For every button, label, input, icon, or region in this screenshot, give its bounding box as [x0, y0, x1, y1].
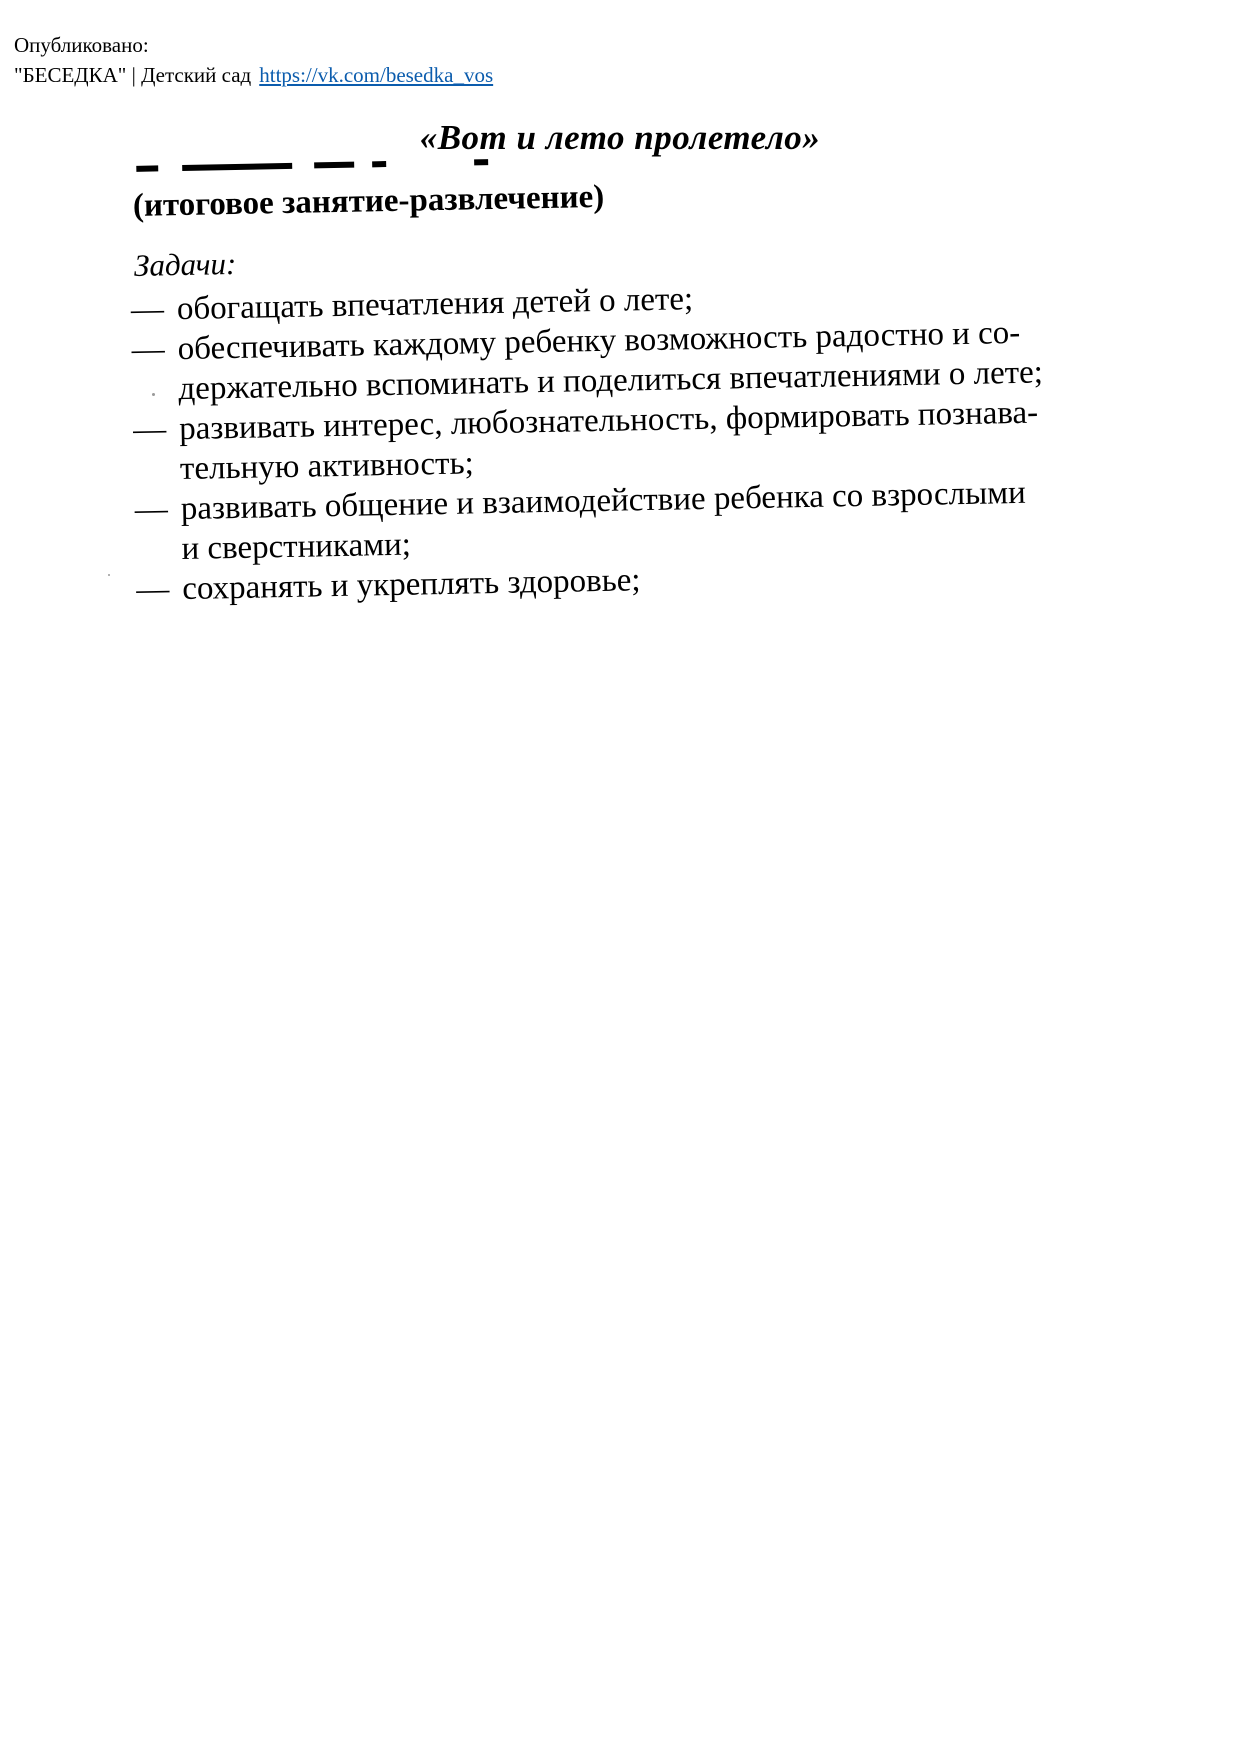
publication-header	[14, 30, 493, 90]
tasks-label: Задачи:	[133, 245, 237, 283]
task-dash: —	[131, 331, 166, 368]
task-dash: —	[130, 291, 165, 328]
scan-speck	[152, 393, 155, 396]
scan-subtitle: (итоговое занятие-развлечение)	[132, 178, 605, 224]
published-label: Опубликовано:	[14, 33, 149, 57]
task-text: развивать интерес, любознательность, формировать познава-	[178, 394, 1039, 448]
task-text: обеспечивать каждому ребенку возможность радостно и со-	[177, 314, 1021, 368]
task-text: развивать общение и взаимодействие ребенка со взрослыми	[180, 474, 1027, 528]
task-text-continued: тельную активность;	[179, 445, 475, 488]
task-dash: —	[135, 571, 170, 608]
task-text-continued: держательно вспоминать и поделиться впечатлениями о лете;	[178, 354, 1044, 408]
document-title: «Вот и лето пролетело»	[419, 118, 821, 157]
task-text-continued: и сверстниками;	[181, 526, 412, 568]
scan-speck	[108, 574, 110, 576]
source-line	[14, 60, 493, 90]
task-dash: —	[132, 411, 167, 448]
task-dash: —	[134, 491, 169, 528]
task-text: обогащать впечатления детей о лете;	[176, 281, 694, 328]
task-item	[136, 560, 641, 610]
task-text: сохранять и укреплять здоровье;	[181, 562, 641, 608]
scanned-text-block	[128, 138, 1187, 628]
source-text: "БЕСЕДКА" | Детский сад	[14, 63, 252, 87]
vk-link[interactable]: https://vk.com/besedka_vos	[259, 63, 494, 87]
